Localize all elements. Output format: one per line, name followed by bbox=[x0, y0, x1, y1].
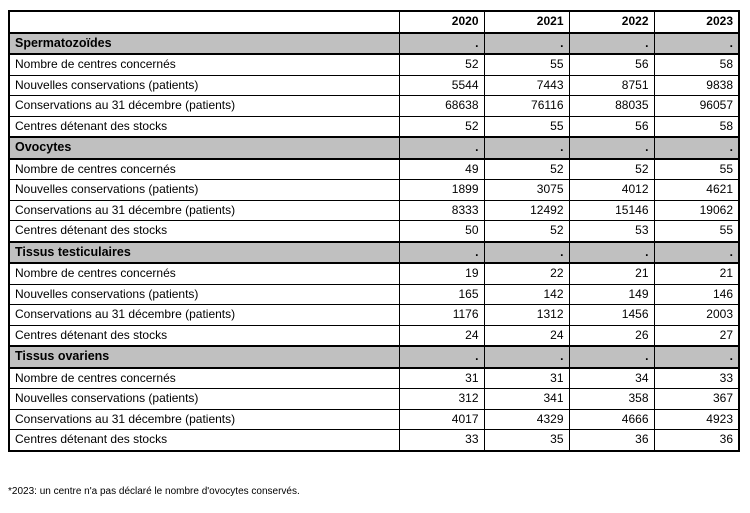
value-cell: 24 bbox=[484, 325, 569, 346]
value-cell: 56 bbox=[569, 116, 654, 137]
table-row bbox=[9, 305, 739, 326]
value-cell: 26 bbox=[569, 325, 654, 346]
table-row bbox=[9, 284, 739, 305]
section-placeholder-cell: . bbox=[654, 242, 739, 264]
table-row bbox=[9, 221, 739, 242]
value-cell: 56 bbox=[569, 54, 654, 75]
value-cell: 165 bbox=[399, 284, 484, 305]
section-placeholder-cell: . bbox=[484, 242, 569, 264]
year-header-2021: 2021 bbox=[484, 11, 569, 33]
row-label: Centres détenant des stocks bbox=[9, 221, 399, 242]
section-placeholder-cell: . bbox=[399, 137, 484, 159]
value-cell: 1456 bbox=[569, 305, 654, 326]
row-label: Nombre de centres concernés bbox=[9, 368, 399, 389]
value-cell: 367 bbox=[654, 389, 739, 410]
year-header-2023: 2023 bbox=[654, 11, 739, 33]
row-label: Conservations au 31 décembre (patients) bbox=[9, 409, 399, 430]
row-label: Centres détenant des stocks bbox=[9, 116, 399, 137]
section-placeholder-cell: . bbox=[484, 33, 569, 55]
value-cell: 58 bbox=[654, 54, 739, 75]
row-label: Nouvelles conservations (patients) bbox=[9, 180, 399, 201]
value-cell: 19062 bbox=[654, 200, 739, 221]
value-cell: 5544 bbox=[399, 75, 484, 96]
value-cell: 19 bbox=[399, 263, 484, 284]
value-cell: 76116 bbox=[484, 96, 569, 117]
value-cell: 358 bbox=[569, 389, 654, 410]
value-cell: 36 bbox=[654, 430, 739, 451]
corner-cell bbox=[9, 11, 399, 33]
table-row bbox=[9, 263, 739, 284]
value-cell: 52 bbox=[399, 116, 484, 137]
section-placeholder-cell: . bbox=[399, 346, 484, 368]
value-cell: 146 bbox=[654, 284, 739, 305]
value-cell: 27 bbox=[654, 325, 739, 346]
value-cell: 35 bbox=[484, 430, 569, 451]
value-cell: 8751 bbox=[569, 75, 654, 96]
row-label: Conservations au 31 décembre (patients) bbox=[9, 200, 399, 221]
value-cell: 21 bbox=[654, 263, 739, 284]
row-label: Nombre de centres concernés bbox=[9, 263, 399, 284]
value-cell: 52 bbox=[569, 159, 654, 180]
value-cell: 55 bbox=[654, 221, 739, 242]
row-label: Nombre de centres concernés bbox=[9, 159, 399, 180]
value-cell: 4621 bbox=[654, 180, 739, 201]
value-cell: 55 bbox=[654, 159, 739, 180]
table-row bbox=[9, 409, 739, 430]
value-cell: 50 bbox=[399, 221, 484, 242]
value-cell: 31 bbox=[399, 368, 484, 389]
year-header-row bbox=[9, 11, 739, 33]
table-row bbox=[9, 200, 739, 221]
section-placeholder-cell: . bbox=[569, 33, 654, 55]
value-cell: 1176 bbox=[399, 305, 484, 326]
value-cell: 55 bbox=[484, 54, 569, 75]
section-placeholder-cell: . bbox=[569, 137, 654, 159]
value-cell: 52 bbox=[399, 54, 484, 75]
value-cell: 4666 bbox=[569, 409, 654, 430]
section-title: Tissus testiculaires bbox=[9, 242, 399, 264]
section-row bbox=[9, 346, 739, 368]
value-cell: 36 bbox=[569, 430, 654, 451]
section-placeholder-cell: . bbox=[654, 137, 739, 159]
section-title: Spermatozoïdes bbox=[9, 33, 399, 55]
value-cell: 49 bbox=[399, 159, 484, 180]
value-cell: 58 bbox=[654, 116, 739, 137]
value-cell: 1312 bbox=[484, 305, 569, 326]
value-cell: 53 bbox=[569, 221, 654, 242]
table-row bbox=[9, 116, 739, 137]
value-cell: 149 bbox=[569, 284, 654, 305]
value-cell: 7443 bbox=[484, 75, 569, 96]
value-cell: 52 bbox=[484, 221, 569, 242]
section-row bbox=[9, 242, 739, 264]
table-row bbox=[9, 75, 739, 96]
row-label: Nouvelles conservations (patients) bbox=[9, 389, 399, 410]
section-title: Ovocytes bbox=[9, 137, 399, 159]
section-placeholder-cell: . bbox=[654, 33, 739, 55]
value-cell: 15146 bbox=[569, 200, 654, 221]
value-cell: 2003 bbox=[654, 305, 739, 326]
row-label: Conservations au 31 décembre (patients) bbox=[9, 96, 399, 117]
table-row bbox=[9, 159, 739, 180]
row-label: Nouvelles conservations (patients) bbox=[9, 284, 399, 305]
value-cell: 88035 bbox=[569, 96, 654, 117]
value-cell: 96057 bbox=[654, 96, 739, 117]
year-header-2020: 2020 bbox=[399, 11, 484, 33]
section-placeholder-cell: . bbox=[399, 242, 484, 264]
row-label: Nouvelles conservations (patients) bbox=[9, 75, 399, 96]
value-cell: 9838 bbox=[654, 75, 739, 96]
value-cell: 12492 bbox=[484, 200, 569, 221]
table-row bbox=[9, 180, 739, 201]
row-label: Centres détenant des stocks bbox=[9, 430, 399, 451]
table-row bbox=[9, 389, 739, 410]
section-placeholder-cell: . bbox=[654, 346, 739, 368]
value-cell: 34 bbox=[569, 368, 654, 389]
value-cell: 4329 bbox=[484, 409, 569, 430]
table-row bbox=[9, 96, 739, 117]
section-title: Tissus ovariens bbox=[9, 346, 399, 368]
value-cell: 33 bbox=[654, 368, 739, 389]
value-cell: 33 bbox=[399, 430, 484, 451]
value-cell: 21 bbox=[569, 263, 654, 284]
value-cell: 8333 bbox=[399, 200, 484, 221]
value-cell: 142 bbox=[484, 284, 569, 305]
value-cell: 4012 bbox=[569, 180, 654, 201]
table-row bbox=[9, 368, 739, 389]
row-label: Conservations au 31 décembre (patients) bbox=[9, 305, 399, 326]
section-placeholder-cell: . bbox=[569, 242, 654, 264]
section-placeholder-cell: . bbox=[484, 346, 569, 368]
value-cell: 3075 bbox=[484, 180, 569, 201]
value-cell: 4923 bbox=[654, 409, 739, 430]
section-placeholder-cell: . bbox=[484, 137, 569, 159]
table-body bbox=[9, 33, 739, 451]
value-cell: 55 bbox=[484, 116, 569, 137]
value-cell: 52 bbox=[484, 159, 569, 180]
year-header-2022: 2022 bbox=[569, 11, 654, 33]
conservation-stats-table bbox=[8, 10, 740, 452]
section-placeholder-cell: . bbox=[569, 346, 654, 368]
value-cell: 4017 bbox=[399, 409, 484, 430]
value-cell: 312 bbox=[399, 389, 484, 410]
value-cell: 24 bbox=[399, 325, 484, 346]
section-row bbox=[9, 33, 739, 55]
value-cell: 341 bbox=[484, 389, 569, 410]
row-label: Centres détenant des stocks bbox=[9, 325, 399, 346]
table-row bbox=[9, 325, 739, 346]
value-cell: 31 bbox=[484, 368, 569, 389]
row-label: Nombre de centres concernés bbox=[9, 54, 399, 75]
table-row bbox=[9, 430, 739, 451]
section-placeholder-cell: . bbox=[399, 33, 484, 55]
footnote: *2023: un centre n'a pas déclaré le nombre d'ovocytes conservés. bbox=[8, 486, 300, 497]
value-cell: 22 bbox=[484, 263, 569, 284]
section-row bbox=[9, 137, 739, 159]
value-cell: 68638 bbox=[399, 96, 484, 117]
value-cell: 1899 bbox=[399, 180, 484, 201]
table-row bbox=[9, 54, 739, 75]
conservation-stats-table-container bbox=[8, 10, 740, 452]
